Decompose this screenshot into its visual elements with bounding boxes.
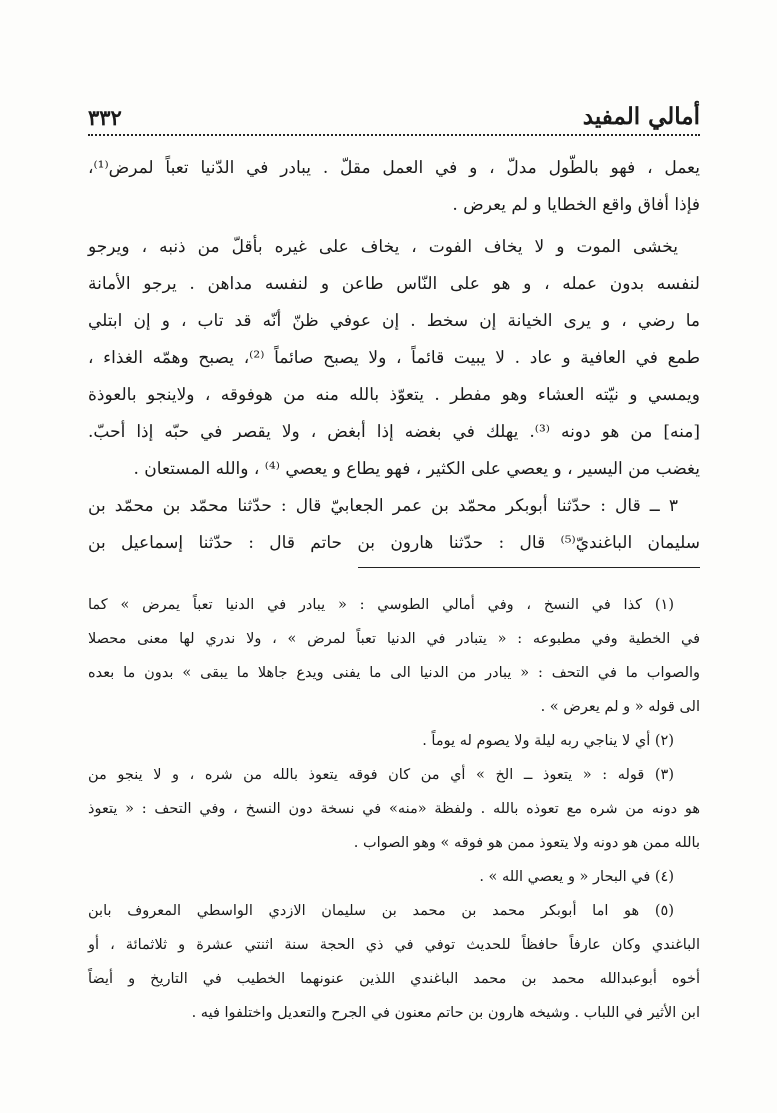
text-line: فإذا أفاق واقع الخطايا و لم يعرض . [452, 195, 700, 215]
footnotes [88, 588, 700, 1030]
text-line: [منه] من هو دونه ⁽³⁾. يهلك في بغضه إذا أبغض ، ولا يقصر في حبّه إذا أحبّ. [88, 422, 700, 442]
footnote-line: الى قوله « و لم يعرض » . [540, 699, 700, 715]
footnote-line: (٥) هو اما أبوبكر محمد بن محمد بن سليمان الازدي الواسطي المعروف بابن [88, 903, 674, 919]
text-line: يعمل ، فهو بالطّول مدلّ ، و في العمل مقلّ . يبادر في الدّنيا تعباً لمرض⁽¹⁾، [88, 158, 700, 178]
footnote-line: ابن الأثير في اللباب . وشيخه هارون بن حاتم معنون في الجرح والتعديل واختلفوا فيه . [191, 1005, 700, 1021]
footnote-line: (٣) قوله : « يتعوذ ــ الخ » أي من كان فوقه يتعوذ بالله من شره ، و لا ينجو من [88, 767, 674, 783]
text-line: لنفسه بدون عمله ، و هو على النّاس طاعن و لنفسه مداهن . يرجو الأمانة [88, 274, 700, 294]
footnote-line: في الخطية وفي مطبوعه : « يتبادر في الدنيا تعباً لمرض » ، ولا ندري لها معنى محصلا [88, 631, 700, 647]
text-line: يخشى الموت و لا يخاف الفوت ، يخاف على غيره بأقلّ من ذنبه ، ويرجو [88, 237, 678, 257]
footnote-divider [358, 567, 700, 568]
footnote-line: أخوه أبوعبدالله محمد بن محمد الباغندي اللذين عنونهما الخطيب في التاريخ و أيضاً [88, 971, 700, 987]
text-line: سليمان الباغنديّ⁽⁵⁾ قال : حدّثنا هارون بن حاتم قال : حدّثنا إسماعيل بن [88, 533, 700, 553]
text-line: ٣ ــ قال : حدّثنا أبوبكر محمّد بن عمر الجعابيّ قال : حدّثنا محمّد بن محمّد بن [88, 496, 678, 516]
text-line: ويمسي و نيّته العشاء وهو مفطر . يتعوّذ بالله منه من هوفوقه ، ولاينجو بالعوذة [88, 385, 700, 405]
footnote-line: بالله ممن هو دونه ولا يتعوذ ممن هو فوقه » وهو الصواب . [353, 835, 700, 851]
text-line: ما رضي ، و يرى الخيانة إن سخط . إن عوفي ظنّ أنّه قد تاب ، و إن ابتلي [88, 311, 700, 331]
text-line: يغضب من اليسير ، و يعصي على الكثير ، فهو يطاع و يعصي ⁽⁴⁾ ، والله المستعان . [133, 459, 700, 479]
page-number: ٣٣٢ [88, 105, 122, 130]
running-header [88, 96, 700, 130]
running-title: أمالي المفيد [582, 103, 700, 130]
main-text [88, 150, 700, 562]
footnote-line: (٤) في البحار « و يعصي الله » . [479, 869, 674, 885]
footnote-line: والصواب ما في التحف : « يبادر من الدنيا الى ما يفنى ويدع جاهلا ما يبقى » بدون ما بعده [88, 665, 700, 681]
footnote-line: (١) كذا في النسخ ، وفي أمالي الطوسي : « يبادر في الدنيا تعباً يمرض » كما [88, 597, 674, 613]
footnote-line: الباغندي وكان عارفاً حافظاً للحديث توفي في ذي الحجة سنة اثنتي عشرة و ثلاثمائة ، أو [88, 937, 700, 953]
text-line: طمع في العافية و عاد . لا يبيت قائماً ، ولا يصبح صائماً ⁽²⁾، يصبح وهمّه الغذاء ، [88, 348, 701, 368]
footnote-line: هو دونه من شره مع تعوذه بالله . ولفظة «منه» في نسخة دون النسخ ، وفي التحف : « يتعوذ [88, 801, 700, 817]
header-divider [88, 134, 700, 136]
footnote-line: (٢) أي لا يناجي ربه ليلة ولا يصوم له يوماً . [422, 733, 674, 749]
